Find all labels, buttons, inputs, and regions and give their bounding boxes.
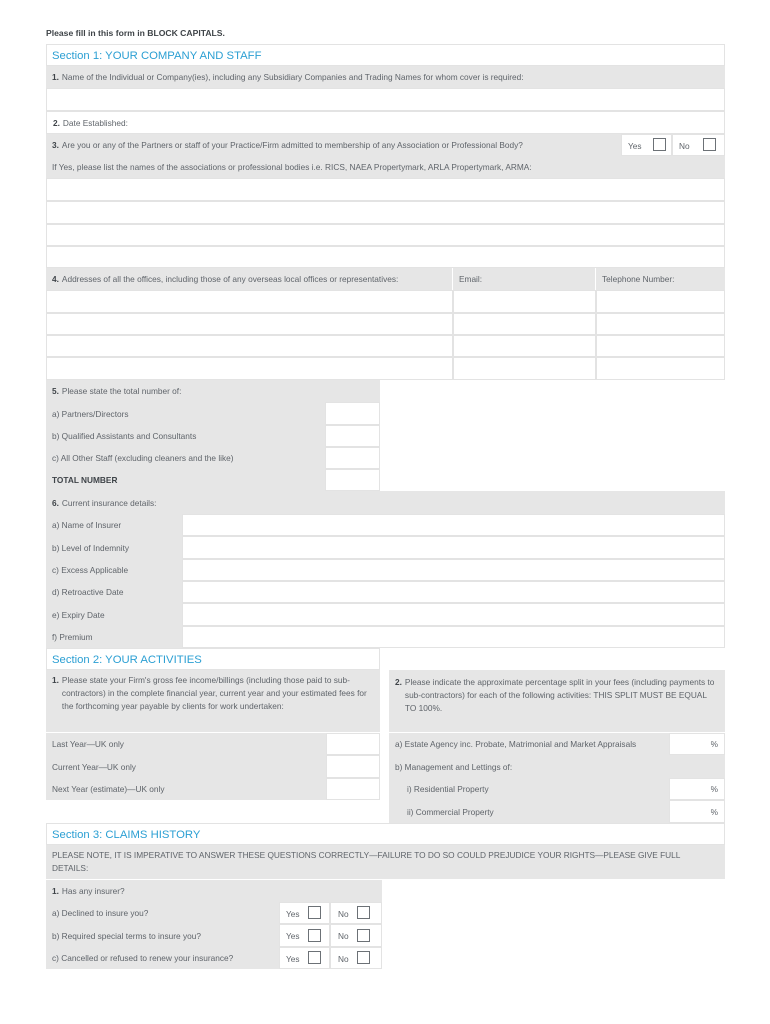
total-count-input[interactable] — [325, 469, 380, 491]
insurance-row-label: f) Premium — [46, 626, 182, 648]
fee-row-label: Next Year (estimate)—UK only — [46, 778, 326, 800]
telephone-input[interactable] — [596, 357, 725, 380]
activity-row-label: a) Estate Agency inc. Probate, Matrimonial and Market Appraisals — [389, 733, 669, 755]
section-1-title: Section 1: YOUR COMPANY AND STAFF — [46, 44, 725, 66]
form-instruction: Please fill in this form in BLOCK CAPITALS. — [46, 28, 225, 38]
declined-no-cell — [330, 902, 382, 924]
question-3-label — [46, 134, 621, 156]
no-label: No — [338, 954, 349, 964]
indemnity-level-input[interactable] — [182, 536, 725, 559]
insurance-row-label: a) Name of Insurer — [46, 514, 182, 536]
fee-row-label: Current Year—UK only — [46, 755, 326, 778]
email-input[interactable] — [453, 335, 596, 357]
associations-input-line[interactable] — [46, 201, 725, 224]
section3-question-1-label — [46, 880, 382, 902]
next-year-fee-input[interactable] — [326, 778, 380, 800]
email-column-header: Email: — [453, 268, 595, 290]
telephone-input[interactable] — [596, 335, 725, 357]
question-4-label — [46, 268, 452, 290]
cancelled-no-checkbox[interactable] — [357, 951, 370, 964]
yes-label: Yes — [628, 141, 642, 151]
associations-input-line[interactable] — [46, 178, 725, 201]
yes-label: Yes — [286, 931, 300, 941]
activity-row-label: b) Management and Lettings of: — [389, 755, 725, 778]
no-label: No — [338, 909, 349, 919]
yes-label: Yes — [286, 954, 300, 964]
question-number: 5. — [52, 386, 59, 396]
insurance-row-label: e) Expiry Date — [46, 603, 182, 626]
q3-no-checkbox[interactable] — [703, 138, 716, 151]
q3-yes-checkbox[interactable] — [653, 138, 666, 151]
assistants-count-input[interactable] — [325, 425, 380, 447]
question-number: 4. — [52, 274, 59, 284]
question-5-label — [46, 380, 380, 402]
cancelled-yes-checkbox[interactable] — [308, 951, 321, 964]
email-input[interactable] — [453, 357, 596, 380]
special-terms-yes-cell — [279, 924, 330, 947]
fee-row-label: Last Year—UK only — [46, 733, 326, 755]
telephone-column-header: Telephone Number: — [596, 268, 725, 290]
question-text: Please state your Firm's gross fee income/billings (including those paid to sub-contractors) in the complete financial year, current year and your estimated fees for the forthcoming year payable by clients for work undertaken: — [61, 675, 367, 711]
address-input[interactable] — [46, 335, 453, 357]
current-year-fee-input[interactable] — [326, 755, 380, 778]
associations-prompt: If Yes, please list the names of the associations or professional bodies i.e. RICS, NAEA Propertymark, ARLA Propertymark, ARMA: — [46, 156, 725, 178]
question-text: Has any insurer? — [61, 886, 125, 896]
question-text: Date Established: — [62, 117, 128, 128]
partners-count-input[interactable] — [325, 402, 380, 425]
section2-question-2-label — [389, 670, 725, 732]
question-number: 1. — [52, 886, 59, 896]
declined-no-checkbox[interactable] — [357, 906, 370, 919]
company-name-input[interactable] — [46, 88, 725, 111]
other-staff-count-input[interactable] — [325, 447, 380, 469]
question-text: Addresses of all the offices, including those of any overseas local offices or representatives: — [61, 274, 399, 284]
percent-sign: % — [710, 739, 718, 749]
staff-row-label: b) Qualified Assistants and Consultants — [46, 425, 325, 447]
question-number: 2. — [395, 677, 402, 687]
question-number: 1. — [52, 72, 59, 82]
question-number: 3. — [52, 140, 59, 150]
retroactive-date-input[interactable] — [182, 581, 725, 603]
question-number: 6. — [52, 497, 59, 508]
question-text: Name of the Individual or Company(ies), including any Subsidiary Companies and Trading Names for whom cover is required: — [61, 72, 524, 82]
expiry-date-input[interactable] — [182, 603, 725, 626]
claims-row-label: c) Cancelled or refused to renew your insurance? — [46, 947, 279, 969]
question-number: 2. — [53, 117, 60, 128]
section2-question-1-label — [46, 670, 380, 732]
question-text: Are you or any of the Partners or staff of your Practice/Firm admitted to membership of any Association or Professional Body? — [61, 140, 523, 150]
question-text: Current insurance details: — [61, 497, 157, 508]
address-input[interactable] — [46, 290, 453, 313]
question-1-label — [46, 66, 725, 88]
insurer-name-input[interactable] — [182, 514, 725, 536]
no-label: No — [679, 141, 690, 151]
q3-no-cell — [672, 134, 725, 156]
cancelled-no-cell — [330, 947, 382, 969]
question-6-label — [46, 491, 725, 514]
insurance-row-label: d) Retroactive Date — [46, 581, 182, 603]
date-established-field[interactable] — [46, 111, 725, 134]
activity-row-label: i) Residential Property — [389, 778, 669, 800]
excess-input[interactable] — [182, 559, 725, 581]
declined-yes-checkbox[interactable] — [308, 906, 321, 919]
activity-row-label: ii) Commercial Property — [389, 800, 669, 823]
yes-label: Yes — [286, 909, 300, 919]
percent-sign: % — [710, 784, 718, 794]
premium-input[interactable] — [182, 626, 725, 648]
special-terms-no-cell — [330, 924, 382, 947]
special-terms-yes-checkbox[interactable] — [308, 929, 321, 942]
question-text: Please state the total number of: — [61, 386, 182, 396]
no-label: No — [338, 931, 349, 941]
q3-yes-cell — [621, 134, 672, 156]
email-input[interactable] — [453, 290, 596, 313]
question-text: Please indicate the approximate percentage split in your fees (including payments to sub-contractors) for each of the following activities: THIS SPLIT MUST BE EQUAL TO 100%. — [404, 677, 715, 713]
staff-row-label: c) All Other Staff (excluding cleaners and the like) — [46, 447, 325, 469]
address-input[interactable] — [46, 357, 453, 380]
estate-agency-percent-input[interactable] — [669, 733, 725, 755]
section-3-title: Section 3: CLAIMS HISTORY — [46, 823, 725, 845]
percent-sign: % — [710, 806, 718, 817]
claims-row-label: b) Required special terms to insure you? — [46, 924, 279, 947]
total-number-label: TOTAL NUMBER — [46, 469, 325, 491]
residential-percent-input[interactable] — [669, 778, 725, 800]
insurance-row-label: b) Level of Indemnity — [46, 536, 182, 559]
question-number: 1. — [52, 675, 59, 685]
telephone-input[interactable] — [596, 290, 725, 313]
telephone-input[interactable] — [596, 313, 725, 335]
claims-row-label: a) Declined to insure you? — [46, 902, 279, 924]
declined-yes-cell — [279, 902, 330, 924]
commercial-percent-input[interactable] — [669, 800, 725, 823]
claims-warning-note: PLEASE NOTE, IT IS IMPERATIVE TO ANSWER THESE QUESTIONS CORRECTLY—FAILURE TO DO SO COULD PREJUDICE YOUR RIGHTS—PLEASE GIVE FULL DETAILS: — [46, 845, 725, 879]
email-input[interactable] — [453, 313, 596, 335]
cancelled-yes-cell — [279, 947, 330, 969]
associations-input-line[interactable] — [46, 224, 725, 246]
last-year-fee-input[interactable] — [326, 733, 380, 755]
address-input[interactable] — [46, 313, 453, 335]
staff-row-label: a) Partners/Directors — [46, 402, 325, 425]
special-terms-no-checkbox[interactable] — [357, 929, 370, 942]
associations-input-line[interactable] — [46, 246, 725, 268]
section-2-title: Section 2: YOUR ACTIVITIES — [46, 648, 380, 670]
insurance-row-label: c) Excess Applicable — [46, 559, 182, 581]
